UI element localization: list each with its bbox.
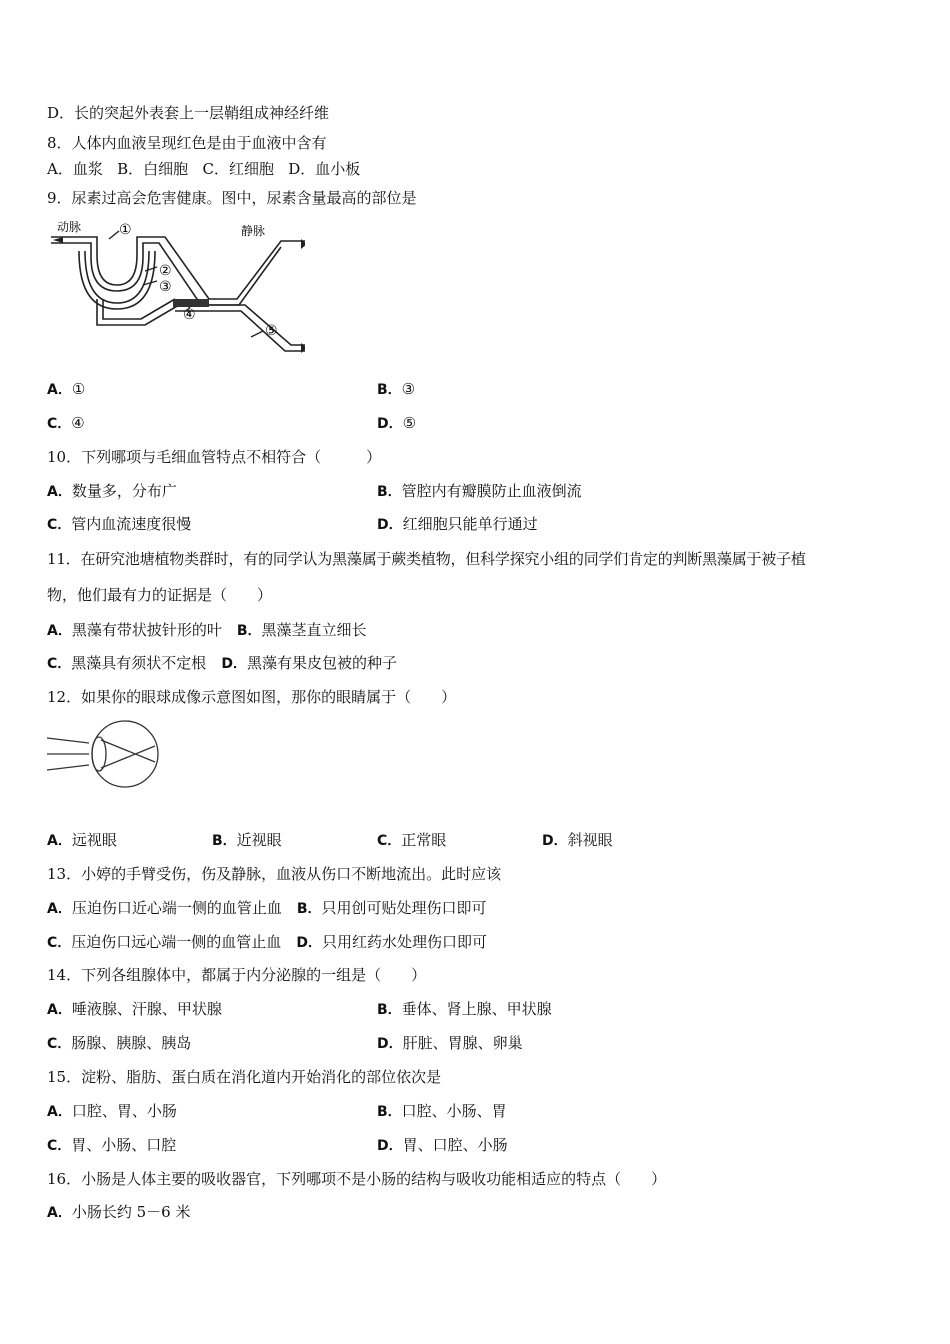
artery-label: 动脉: [57, 220, 82, 234]
q13-stem: 13．小婷的手臂受伤，伤及静脉，血液从伤口不断地流出。此时应该: [47, 865, 502, 883]
q12-stem: 12．如果你的眼球成像示意图如图，那你的眼睛属于（ ）: [47, 688, 457, 706]
marker-5: ⑤: [265, 323, 278, 339]
eyeball: [92, 721, 158, 787]
q9-option-b: B．③: [377, 380, 416, 398]
q10-option-d: D．红细胞只能单行通过: [377, 515, 538, 533]
q10-option-c: C．管内血流速度很慢: [47, 515, 192, 533]
afferent-glomerulus-path: [51, 237, 157, 285]
marker-1: ①: [119, 222, 132, 238]
q14-stem: 14．下列各组腺体中，都属于内分泌腺的一组是（ ）: [47, 966, 427, 984]
q12-option-d: D．斜视眼: [542, 831, 613, 849]
q14-option-d: D．肝脏、胃腺、卵巢: [377, 1034, 523, 1052]
marker-2: ②: [159, 263, 172, 279]
marker-4: ④: [183, 307, 196, 323]
q10-stem: 10．下列哪项与毛细血管特点不相符合（ ）: [47, 448, 382, 466]
q16-option-a: A．小肠长约 5－6 米: [47, 1203, 191, 1221]
q12-option-b: B．近视眼: [212, 831, 282, 849]
q11-options-cd: C．黑藻具有须状不定根 D．黑藻有果皮包被的种子: [47, 654, 397, 672]
lens: [92, 737, 106, 771]
q13-options-cd: C．压迫伤口远心端一侧的血管止血 D．只用红药水处理伤口即可: [47, 933, 487, 951]
q10-option-b: B．管腔内有瓣膜防止血液倒流: [377, 482, 582, 500]
q14-option-b: B．垂体、肾上腺、甲状腺: [377, 1000, 552, 1018]
q9-option-c: C．④: [47, 414, 85, 432]
q11-stem-line1: 11．在研究池塘植物类群时，有的同学认为黑藻属于蕨类植物，但科学探究小组的同学们肯定的判断黑藻属于被子植: [47, 550, 806, 568]
q15-option-a: A．口腔、胃、小肠: [47, 1102, 177, 1120]
q10-option-a: A．数量多，分布广: [47, 482, 177, 500]
q15-option-d: D．胃、口腔、小肠: [377, 1136, 508, 1154]
q13-options-ab: A．压迫伤口近心端一侧的血管止血 B．只用创可贴处理伤口即可: [47, 899, 487, 917]
q8-stem: 8．人体内血液呈现红色是由于血液中含有: [47, 134, 327, 152]
q12-option-c: C．正常眼: [377, 831, 447, 849]
marker-3: ③: [159, 279, 172, 295]
q15-option-c: C．胃、小肠、口腔: [47, 1136, 177, 1154]
q9-option-a: A．①: [47, 380, 86, 398]
kidney-nephron-diagram: [45, 215, 305, 355]
q14-option-a: A．唾液腺、汗腺、甲状腺: [47, 1000, 222, 1018]
q12-option-a: A．远视眼: [47, 831, 117, 849]
q7-option-d: D．长的突起外表套上一层鞘组成神经纤维: [47, 104, 330, 122]
q15-option-b: B．口腔、小肠、胃: [377, 1102, 507, 1120]
eyeball-imaging-diagram: [45, 718, 165, 788]
vein-label: 静脉: [241, 224, 266, 238]
q14-option-c: C．肠腺、胰腺、胰岛: [47, 1034, 192, 1052]
q8-options: A．血浆 B．白细胞 C．红细胞 D．血小板: [47, 160, 361, 178]
q9-option-d: D．⑤: [377, 414, 417, 432]
q16-stem: 16．小肠是人体主要的吸收器官，下列哪项不是小肠的结构与吸收功能相适应的特点（ ）: [47, 1170, 667, 1188]
q11-options-ab: A．黑藻有带状披针形的叶 B．黑藻茎直立细长: [47, 621, 367, 639]
q11-stem-line2: 物，他们最有力的证据是（ ）: [47, 586, 273, 604]
q15-stem: 15．淀粉、脂肪、蛋白质在消化道内开始消化的部位依次是: [47, 1068, 442, 1086]
q9-stem: 9．尿素过高会危害健康。图中，尿素含量最高的部位是: [47, 189, 417, 207]
